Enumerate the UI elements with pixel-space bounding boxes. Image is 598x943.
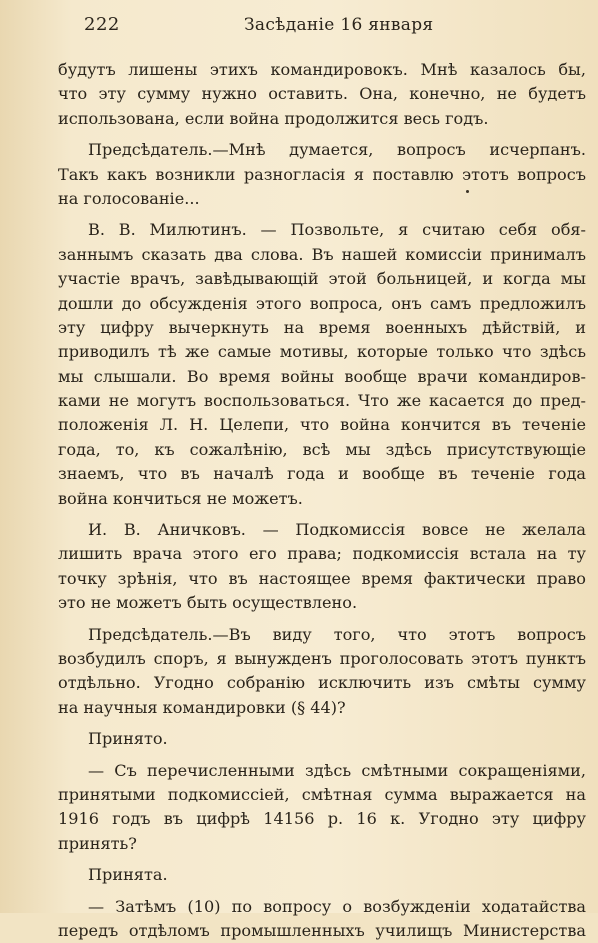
paragraph-gap xyxy=(58,616,586,623)
text-line: года, то, къ сожалѣнію, всѣ мы здѣсь присутствующіе xyxy=(58,439,586,459)
text-line: 1916 годъ въ цифрѣ 14156 р. 16 к. Угодно эту цифру xyxy=(58,809,586,829)
paragraph-gap xyxy=(58,131,586,138)
paragraph-gap xyxy=(58,211,586,218)
text-line: заннымъ сказать два слова. Въ нашей комиссіи принималъ xyxy=(58,244,586,264)
speaker-line: И. В. Аничковъ. — Подкомиссія вовсе не желала xyxy=(88,520,586,540)
text-line: приводилъ тѣ же самые мотивы, которые только что здѣсь xyxy=(58,342,586,362)
text-line: на научныя командировки (§ 44)? xyxy=(58,697,346,717)
page-number: 222 xyxy=(84,14,120,35)
text-line: дошли до обсужденія этого вопроса, онъ самъ предложилъ xyxy=(58,293,586,313)
paragraph-gap xyxy=(58,752,586,759)
speaker-line: В. В. Милютинъ. — Позвольте, я считаю себя обя- xyxy=(88,220,586,240)
text-line: знаемъ, что въ началѣ года и вообще въ теченіе года xyxy=(58,464,586,484)
text-line: эту цифру вычеркнуть на время военныхъ дѣйствій, и xyxy=(58,317,586,337)
text-line: война кончиться не можетъ. xyxy=(58,488,303,508)
text-line: возбудилъ споръ, я вынужденъ проголосовать этотъ пунктъ xyxy=(58,648,586,668)
text-line: точку зрѣнія, что въ настоящее время фактически право xyxy=(58,568,586,588)
text-line: Принято. xyxy=(88,729,168,749)
running-head xyxy=(0,14,598,40)
text-line: это не можетъ быть осуществлено. xyxy=(58,593,358,613)
text-line: будутъ лишены этихъ командировокъ. Мнѣ казалось бы, xyxy=(58,60,586,79)
text-line: принять? xyxy=(58,833,137,853)
speaker-line: Предсѣдатель.—Въ виду того, что этотъ вопросъ xyxy=(88,624,586,644)
paragraph-gap xyxy=(58,720,586,727)
paragraph-gap xyxy=(58,511,586,518)
text-line: на голосованіе... xyxy=(58,188,200,208)
text-line: мы слышали. Во время войны вообще врачи командиров- xyxy=(58,366,586,386)
text-line: передъ отдѣломъ промышленныхъ училищъ Министерства xyxy=(58,920,586,940)
paragraph-gap xyxy=(58,856,586,863)
text-line: Такъ какъ возникли разногласія я поставлю этотъ вопросъ xyxy=(58,164,586,184)
text-line: что эту сумму нужно оставить. Она, конечно, не будетъ xyxy=(58,84,586,104)
text-line: использована, если война продолжится весь годъ. xyxy=(58,108,489,128)
text-line: ками не могутъ воспользоваться. Что же касается до пред- xyxy=(58,391,586,411)
text-line: положенія Л. Н. Целепи, что война кончится въ теченіе xyxy=(58,415,586,435)
text-line: лишить врача этого его права; подкомиссія встала на ту xyxy=(58,544,586,564)
paragraph-gap xyxy=(58,888,586,895)
text-line: участіе врачъ, завѣдывающій этой больницей, и когда мы xyxy=(58,269,586,289)
speaker-line: Предсѣдатель.—Мнѣ думается, вопросъ исчерпанъ. xyxy=(88,140,586,160)
text-line: принятыми подкомиссіей, смѣтная сумма выражается на xyxy=(58,784,586,804)
text-line: отдѣльно. Угодно собранію исключить изъ смѣты сумму xyxy=(58,673,586,693)
text-line: Принята. xyxy=(88,865,168,885)
running-title: Засѣданіе 16 января xyxy=(244,15,434,35)
body-text xyxy=(58,58,586,943)
text-line: — Затѣмъ (10) по вопросу о возбужденіи ходатайства xyxy=(88,896,586,916)
text-line: — Съ перечисленными здѣсь смѣтными сокращеніями, xyxy=(88,760,586,780)
